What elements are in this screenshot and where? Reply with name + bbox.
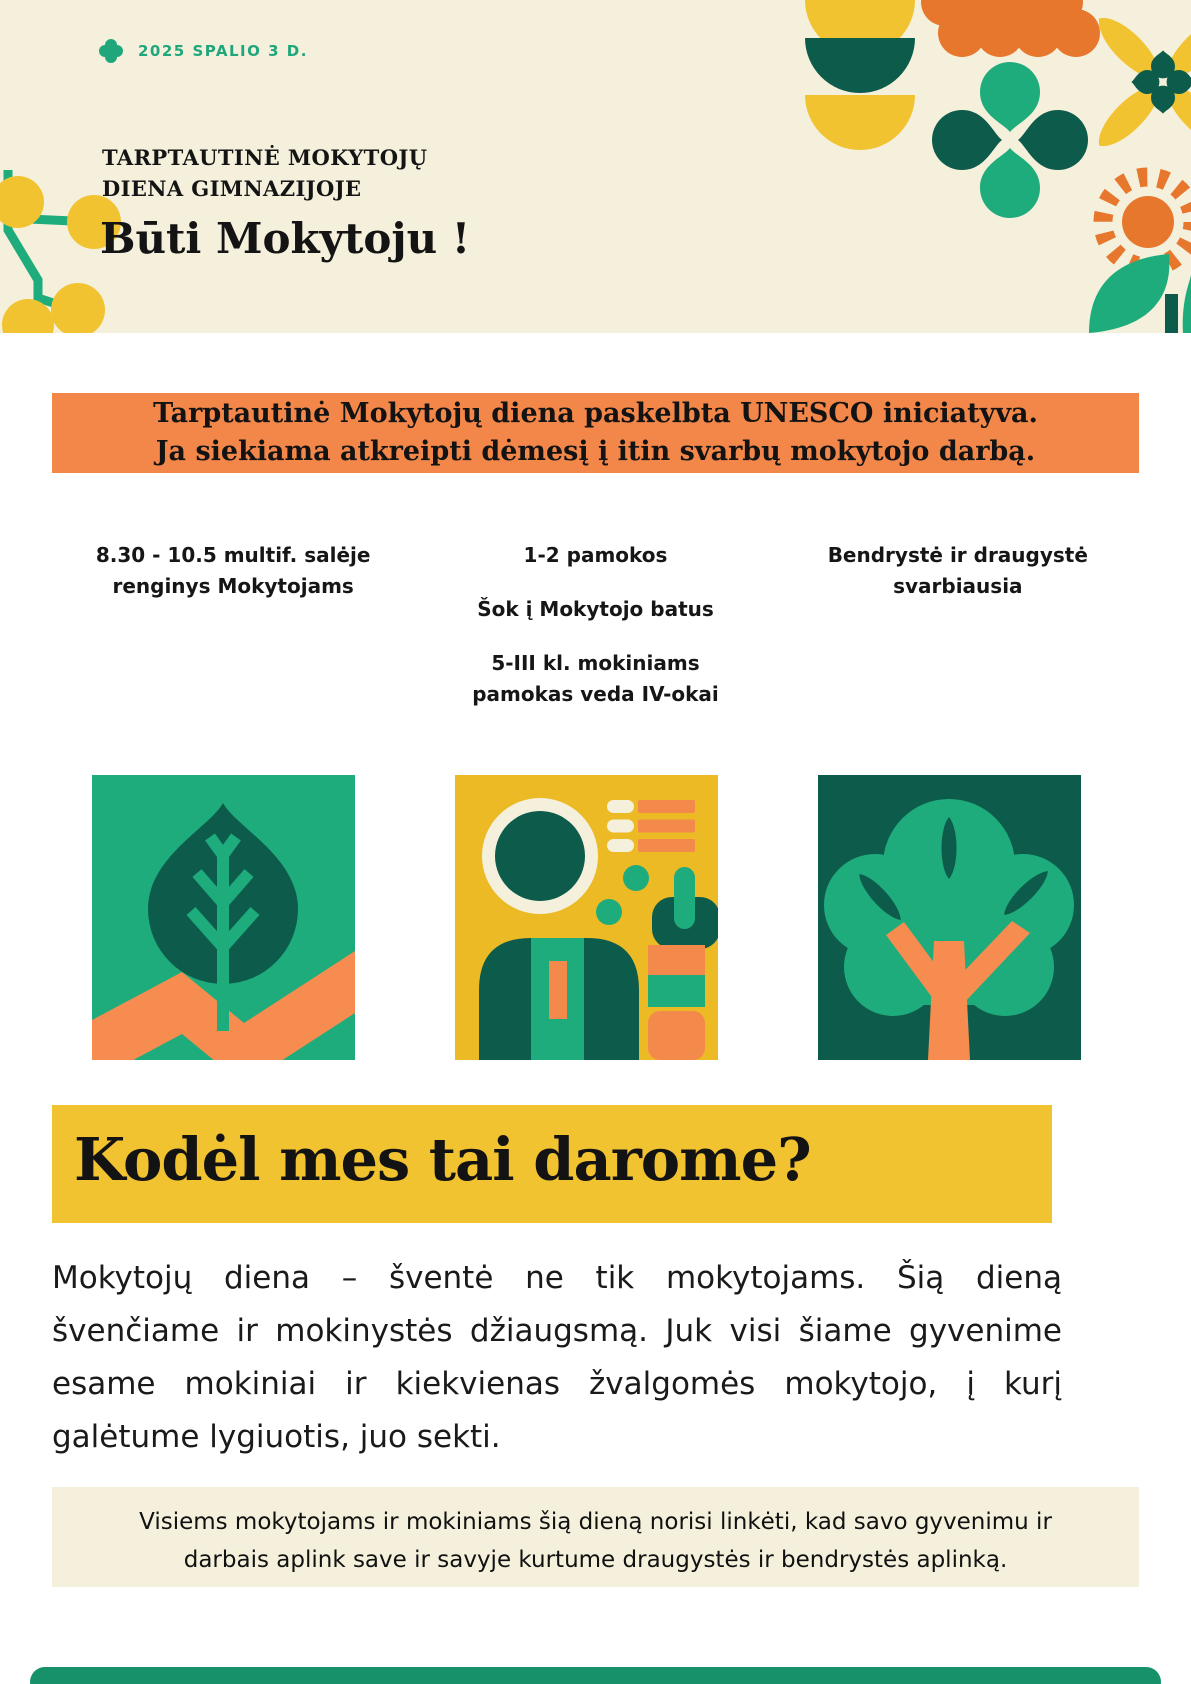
leaf-in-hand-illustration	[92, 775, 355, 1060]
page-title: Būti Mokytoju !	[100, 214, 471, 263]
unesco-banner-line-1: Tarptautinė Mokytojų diena paskelbta UNESCO iniciatyva.	[153, 398, 1038, 429]
subtitle-line-2: DIENA GIMNAZIJOJE	[102, 176, 362, 201]
schedule-columns	[52, 540, 1139, 733]
schedule-col-2	[414, 540, 776, 733]
footer-note-text: Visiems mokytojams ir mokiniams šią dieną norisi linkėti, kad savo gyvenimu ir darbais aplink save ir savyje kurtume draugystės ir bendrystės aplinką.	[139, 1509, 1052, 1573]
unesco-banner	[52, 393, 1139, 473]
section-title: Kodėl mes tai darome?	[74, 1125, 811, 1194]
schedule-item: 1-2 pamokos	[523, 543, 668, 567]
schedule-col-1	[52, 540, 414, 733]
body-paragraph: Mokytojų diena – šventė ne tik mokytojams. Šią dieną švenčiame ir mokinystės džiaugsmą. Juk visi šiame gyvenime esame mokiniai ir kiekvienas žvalgomės mokytojo, į kurį galėtume lygiuotis, juo sekti.	[52, 1260, 1062, 1455]
subtitle-line-1: TARPTAUTINĖ MOKYTOJŲ	[102, 145, 428, 170]
tree-illustration	[818, 775, 1081, 1060]
date-label: 2025 SPALIO 3 D.	[138, 42, 308, 60]
geometric-decoration	[721, 0, 1191, 333]
schedule-item: Šok į Mokytojo batus	[477, 597, 714, 621]
school-supplies-illustration	[455, 775, 718, 1060]
why-banner	[52, 1105, 1052, 1223]
unesco-banner-line-2: Ja siekiama atkreipti dėmesį į itin svarbų mokytojo darbą.	[155, 436, 1036, 467]
clover-icon	[98, 38, 124, 64]
schedule-col-3	[777, 540, 1139, 733]
schedule-item: Bendrystė ir draugystė svarbiausia	[827, 543, 1088, 598]
footer-note-box	[52, 1487, 1139, 1587]
poster-subtitle	[102, 142, 427, 204]
date-row	[98, 38, 308, 64]
bottom-bar-decoration	[30, 1667, 1161, 1684]
schedule-item: 5-III kl. mokiniams pamokas veda IV-okai	[472, 651, 719, 706]
illustration-tiles	[92, 775, 1081, 1060]
header-band	[0, 0, 1191, 333]
schedule-item: 8.30 - 10.5 multif. salėje renginys Mokytojams	[95, 543, 371, 598]
